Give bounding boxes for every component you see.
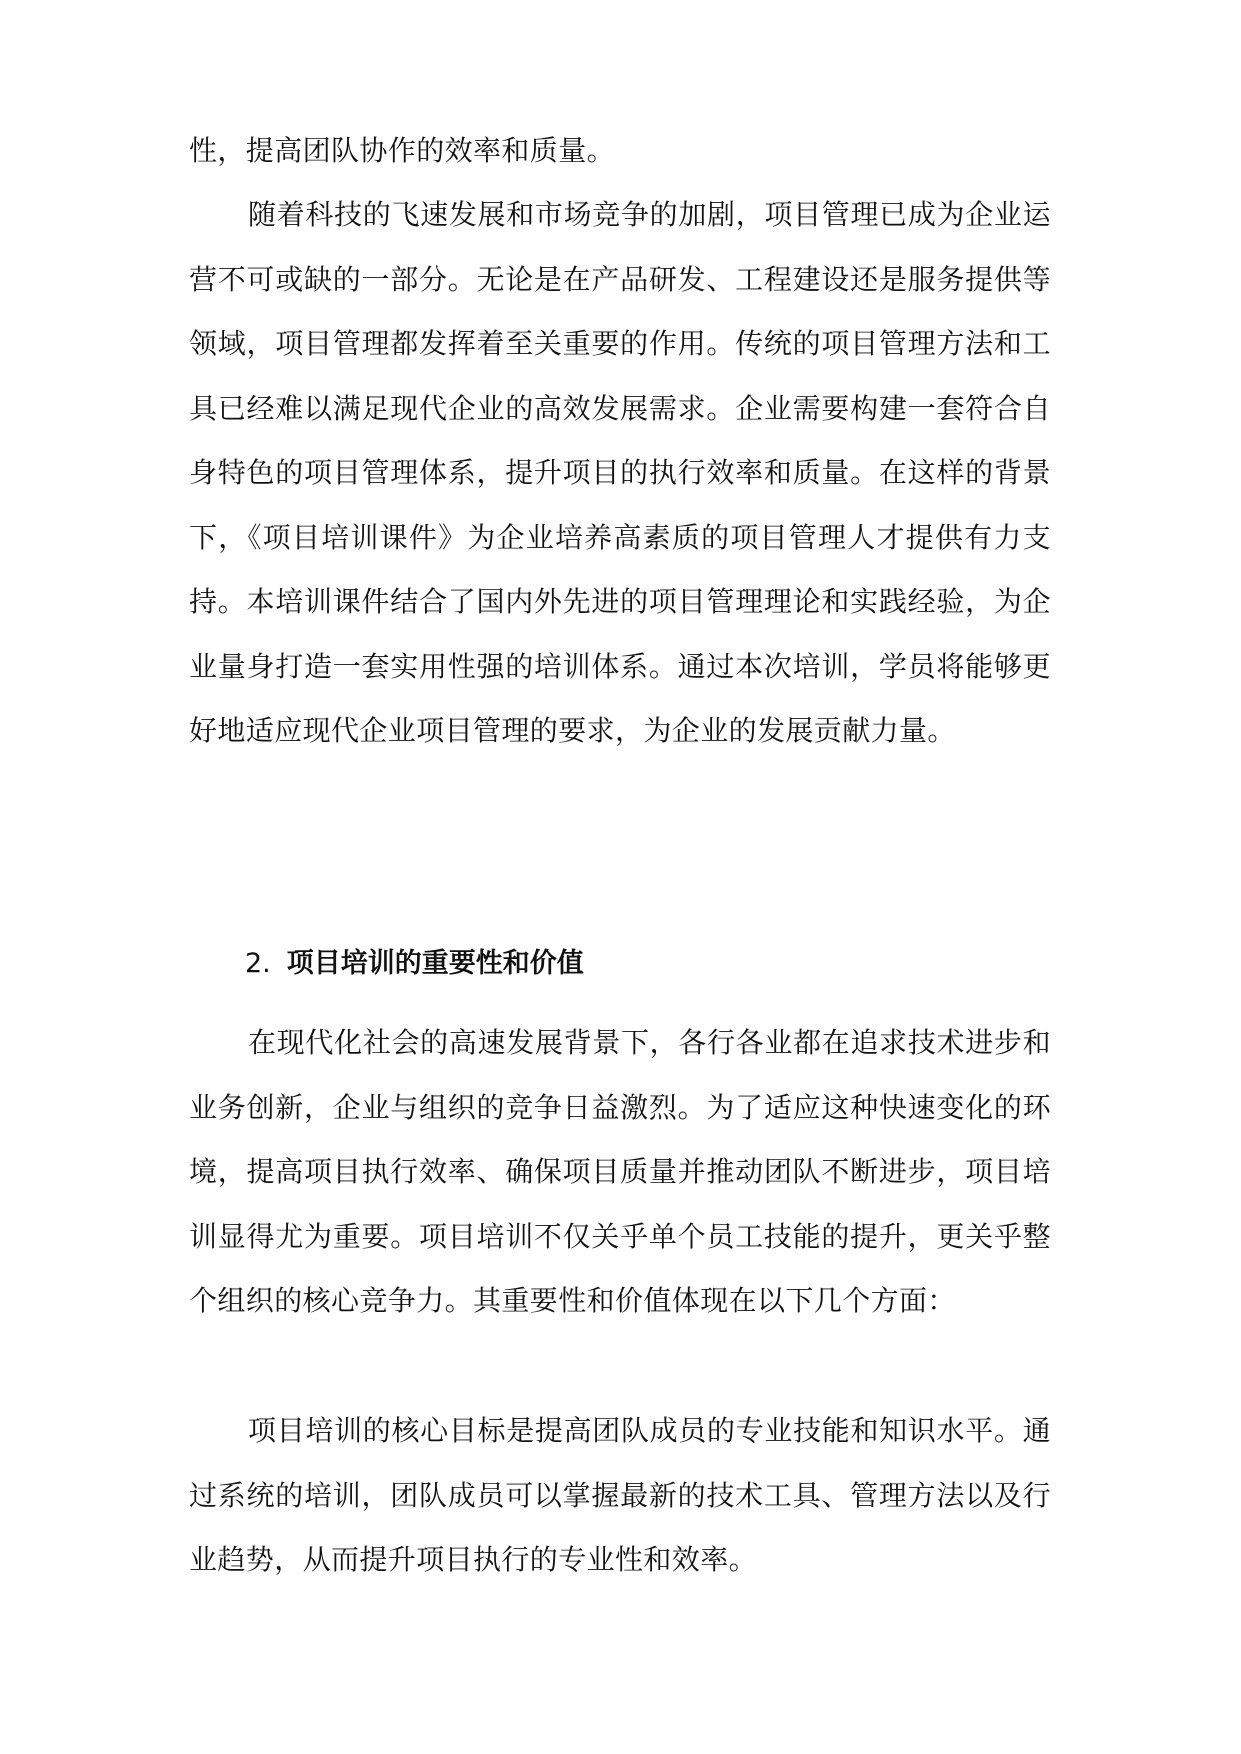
section-heading: [245, 944, 1045, 984]
section-title: 项目培训的重要性和价值: [286, 948, 584, 979]
paragraph-importance: 在现代化社会的高速发展背景下，各行各业都在追求技术进步和业务创新，企业与组织的竞争日益激烈。为了适应这种快速变化的环境，提高项目执行效率、确保项目质量并推动团队不断进步，项目培训显得尤为重要。项目培训不仅关乎单个员工技能的提升，更关乎整个组织的核心竞争力。其重要性和价值体现在以下几个方面：: [189, 1026, 1051, 1317]
paragraph-background: 随着科技的飞速发展和市场竞争的加剧，项目管理已成为企业运营不可或缺的一部分。无论是在产品研发、工程建设还是服务提供等领域，项目管理都发挥着至关重要的作用。传统的项目管理方法和工具已经难以满足现代企业的高效发展需求。企业需要构建一套符合自身特色的项目管理体系，提升项目的执行效率和质量。在这样的背景下，《项目培训课件》为企业培养高素质的项目管理人才提供有力支持。本培训课件结合了国内外先进的项目管理理论和实践经验，为企业量身打造一套实用性强的培训体系。通过本次培训，学员将能够更好地适应现代企业项目管理的要求，为企业的发展贡献力量。: [189, 198, 1051, 747]
paragraph-continuation: 性，提高团队协作的效率和质量。: [189, 134, 616, 167]
paragraph-skills: 项目培训的核心目标是提高团队成员的专业技能和知识水平。通过系统的培训，团队成员可以掌握最新的技术工具、管理方法以及行业趋势，从而提升项目执行的专业性和效率。: [189, 1414, 1051, 1576]
section-number: 2.: [245, 948, 271, 979]
